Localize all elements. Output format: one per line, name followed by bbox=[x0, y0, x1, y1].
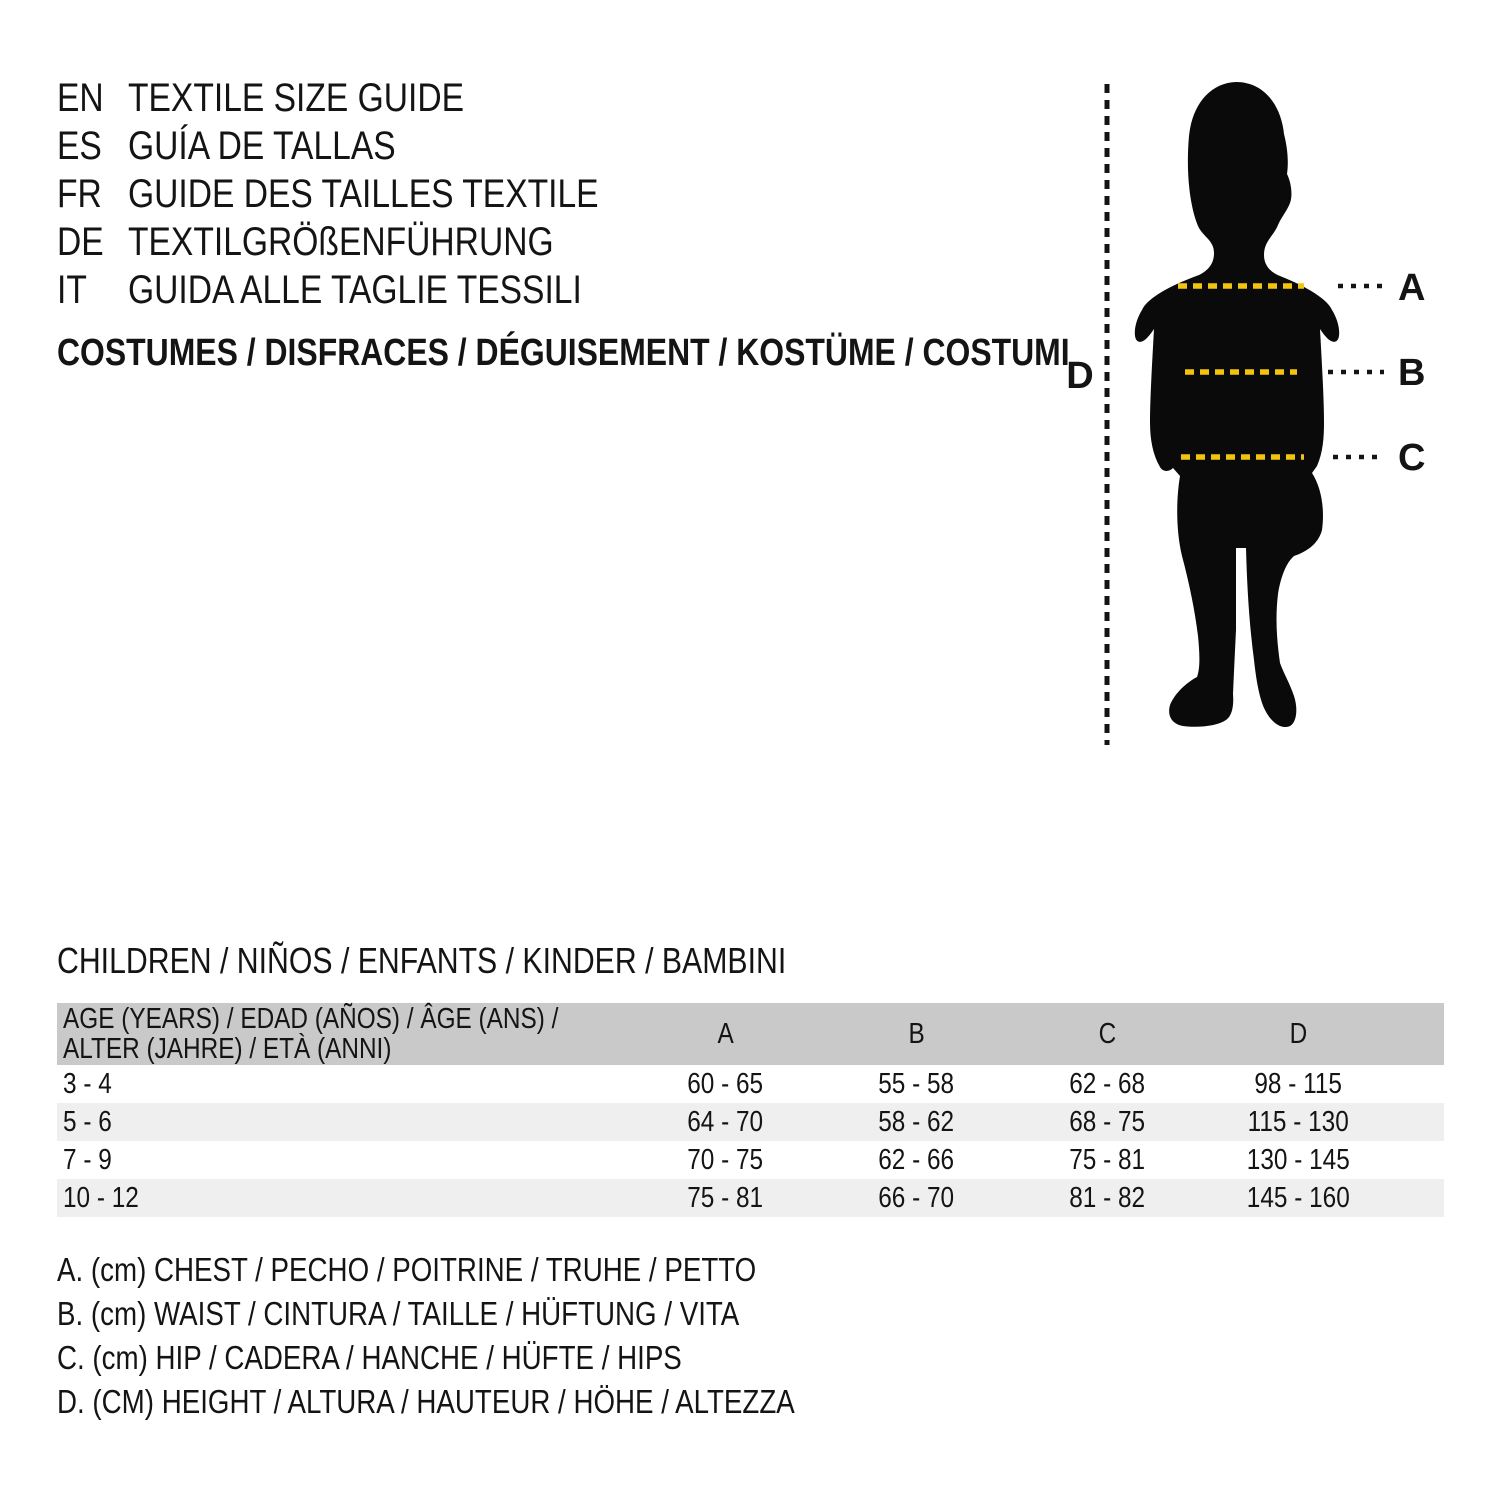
hip-cell: 68 - 75 bbox=[1069, 1105, 1146, 1138]
legend-hip: C. (cm) HIP / CADERA / HANCHE / HÜFTE / HIPS bbox=[57, 1339, 682, 1376]
figure-label-hip: C bbox=[1398, 437, 1426, 479]
chest-cell: 70 - 75 bbox=[687, 1143, 764, 1176]
language-row-en bbox=[57, 74, 688, 122]
category-title: COSTUMES / DISFRACES / DÉGUISEMENT / KOSTÜME / COSTUMI bbox=[57, 332, 1070, 374]
chest-cell: 60 - 65 bbox=[687, 1067, 764, 1100]
height-cell: 115 - 130 bbox=[1247, 1105, 1350, 1138]
language-row-fr bbox=[57, 170, 688, 218]
children-size-table bbox=[57, 1003, 1444, 1217]
language-title: GUIDA ALLE TAGLIE TESSILI bbox=[128, 267, 582, 312]
age-cell: 3 - 4 bbox=[63, 1067, 112, 1100]
hip-cell: 62 - 68 bbox=[1069, 1067, 1146, 1100]
table-row bbox=[57, 1103, 1444, 1141]
age-cell: 7 - 9 bbox=[63, 1143, 112, 1176]
height-cell: 98 - 115 bbox=[1254, 1067, 1343, 1100]
section-title-children: CHILDREN / NIÑOS / ENFANTS / KINDER / BAMBINI bbox=[57, 940, 787, 981]
legend-height: D. (CM) HEIGHT / ALTURA / HAUTEUR / HÖHE / ALTEZZA bbox=[57, 1383, 795, 1420]
table-header-row bbox=[57, 1003, 1444, 1065]
age-cell: 10 - 12 bbox=[63, 1181, 139, 1214]
table-row bbox=[57, 1179, 1444, 1217]
measurement-legend bbox=[57, 1248, 935, 1424]
language-row-de bbox=[57, 218, 688, 266]
child-silhouette bbox=[1135, 82, 1339, 727]
chest-cell: 75 - 81 bbox=[687, 1181, 764, 1214]
column-header-a: A bbox=[717, 1017, 734, 1050]
age-cell: 5 - 6 bbox=[63, 1105, 112, 1138]
measurement-figure bbox=[1050, 70, 1440, 760]
table-row bbox=[57, 1141, 1444, 1179]
height-cell: 130 - 145 bbox=[1247, 1143, 1350, 1176]
language-title: GUÍA DE TALLAS bbox=[128, 123, 396, 168]
language-code: EN bbox=[57, 75, 104, 120]
legend-chest: A. (cm) CHEST / PECHO / POITRINE / TRUHE / PETTO bbox=[57, 1251, 757, 1288]
language-row-it bbox=[57, 266, 688, 314]
table-row bbox=[57, 1065, 1444, 1103]
waist-cell: 66 - 70 bbox=[878, 1181, 955, 1214]
language-row-es bbox=[57, 122, 688, 170]
language-code: IT bbox=[57, 267, 87, 312]
language-title: TEXTILE SIZE GUIDE bbox=[128, 75, 465, 120]
hip-cell: 81 - 82 bbox=[1069, 1181, 1146, 1214]
waist-cell: 58 - 62 bbox=[878, 1105, 955, 1138]
language-code: FR bbox=[57, 171, 102, 216]
age-column-header: AGE (YEARS) / EDAD (AÑOS) / ÂGE (ANS) / ALTER (JAHRE) / ETÀ (ANNI) bbox=[63, 1003, 559, 1065]
language-title: GUIDE DES TAILLES TEXTILE bbox=[128, 171, 599, 216]
language-title-list bbox=[57, 74, 688, 314]
language-title: TEXTILGRÖßENFÜHRUNG bbox=[128, 219, 554, 264]
column-header-c: C bbox=[1098, 1017, 1117, 1050]
child-silhouette-diagram bbox=[1050, 70, 1440, 760]
chest-cell: 64 - 70 bbox=[687, 1105, 764, 1138]
figure-label-waist: B bbox=[1398, 352, 1426, 394]
figure-label-height: D bbox=[1066, 355, 1094, 397]
legend-waist: B. (cm) WAIST / CINTURA / TAILLE / HÜFTUNG / VITA bbox=[57, 1295, 740, 1332]
column-header-d: D bbox=[1289, 1017, 1308, 1050]
height-cell: 145 - 160 bbox=[1247, 1181, 1350, 1214]
language-code: ES bbox=[57, 123, 102, 168]
language-code: DE bbox=[57, 219, 104, 264]
figure-label-chest: A bbox=[1398, 267, 1426, 309]
table-body bbox=[57, 1065, 1444, 1217]
column-header-b: B bbox=[908, 1017, 925, 1050]
waist-cell: 55 - 58 bbox=[878, 1067, 955, 1100]
waist-cell: 62 - 66 bbox=[878, 1143, 955, 1176]
hip-cell: 75 - 81 bbox=[1069, 1143, 1146, 1176]
